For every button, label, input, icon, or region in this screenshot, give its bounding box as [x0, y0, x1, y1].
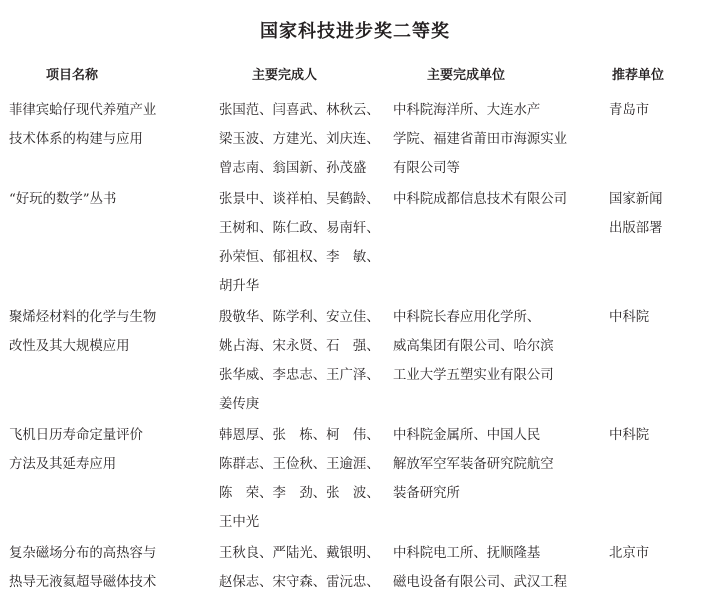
cell-line: 姜传庚: [219, 397, 260, 412]
cell-line: 王树和、陈仁政、易南轩、: [219, 221, 380, 236]
cell-line: 张华威、李忠志、王广泽、: [219, 368, 380, 383]
table-row: [0, 303, 710, 421]
cell-line: 姚占海、宋永贤、石 强、: [219, 339, 380, 354]
main-persons-cell: [219, 303, 387, 419]
cell-line: 有限公司等: [393, 161, 460, 176]
recommender-cell: [609, 185, 704, 243]
project-name-cell: [9, 96, 209, 154]
header-recommender: 推荐单位: [612, 68, 665, 83]
cell-line: 张景中、谈祥柏、吴鹤龄、: [219, 192, 380, 207]
cell-line: 中科院海洋所、大连水产: [393, 103, 541, 118]
cell-line: “好玩的数学”丛书: [9, 192, 117, 207]
cell-line: 国家新闻: [609, 192, 663, 207]
cell-line: 工业大学五塑实业有限公司: [393, 368, 554, 383]
cell-line: 飞机日历寿命定量评价: [9, 428, 143, 443]
main-units-cell: [393, 96, 598, 183]
cell-line: 胡升华: [219, 279, 260, 294]
main-persons-cell: [219, 185, 387, 301]
cell-line: 装备研究所: [393, 486, 460, 501]
main-units-cell: [393, 185, 598, 214]
cell-line: 曾志南、翁国新、孙茂盛: [219, 161, 367, 176]
cell-line: 王秋良、严陆光、戴银明、: [219, 546, 380, 561]
main-units-cell: [393, 303, 598, 390]
cell-line: 学院、福建省莆田市海源实业: [393, 132, 568, 147]
cell-line: 韩恩厚、张 栋、柯 伟、: [219, 428, 380, 443]
cell-line: 梁玉波、方建光、刘庆连、: [219, 132, 380, 147]
main-persons-cell: [219, 539, 387, 597]
project-name-cell: [9, 421, 209, 479]
cell-line: 赵保志、宋守森、雷沅忠、: [219, 575, 380, 590]
cell-line: 中科院金属所、中国人民: [393, 428, 541, 443]
project-name-cell: [9, 539, 209, 597]
cell-line: 聚烯烃材料的化学与生物: [9, 310, 157, 325]
cell-line: 复杂磁场分布的高热容与: [9, 546, 157, 561]
cell-line: 陈群志、王俭秋、王逾涯、: [219, 457, 380, 472]
table-row: [0, 539, 710, 599]
cell-line: 青岛市: [609, 103, 650, 118]
main-units-cell: [393, 539, 598, 597]
cell-line: 孙荣恒、郁祖权、李 敏、: [219, 250, 380, 265]
main-persons-cell: [219, 96, 387, 183]
cell-line: 殷敬华、陈学利、安立佳、: [219, 310, 380, 325]
recommender-cell: [609, 303, 704, 332]
table-row: [0, 96, 710, 185]
award-table: [0, 96, 710, 599]
page-title: 国家科技进步奖二等奖: [260, 21, 450, 42]
cell-line: 中科院成都信息技术有限公司: [393, 192, 568, 207]
cell-line: 中科院电工所、抚顺隆基: [393, 546, 541, 561]
cell-line: 威高集团有限公司、哈尔滨: [393, 339, 554, 354]
cell-line: 北京市: [609, 546, 650, 561]
header-main-units: 主要完成单位: [427, 68, 506, 83]
cell-line: 张国范、闫喜武、林秋云、: [219, 103, 380, 118]
cell-line: 方法及其延寿应用: [9, 457, 117, 472]
table-header: [0, 64, 710, 88]
cell-line: 中科院: [609, 428, 650, 443]
table-row: [0, 421, 710, 539]
cell-line: 菲律宾蛤仔现代养殖产业: [9, 103, 157, 118]
recommender-cell: [609, 539, 704, 568]
cell-line: 磁电设备有限公司、武汉工程: [393, 575, 568, 590]
cell-line: 解放军空军装备研究院航空: [393, 457, 554, 472]
recommender-cell: [609, 421, 704, 450]
cell-line: 改性及其大规模应用: [9, 339, 130, 354]
recommender-cell: [609, 96, 704, 125]
table-row: [0, 185, 710, 303]
header-main-persons: 主要完成人: [252, 68, 318, 83]
cell-line: 中科院长春应用化学所、: [393, 310, 541, 325]
cell-line: 技术体系的构建与应用: [9, 132, 143, 147]
main-persons-cell: [219, 421, 387, 537]
cell-line: 王中光: [219, 515, 260, 530]
cell-line: 出版部署: [609, 221, 663, 236]
cell-line: 热导无液氦超导磁体技术: [9, 575, 157, 590]
cell-line: 中科院: [609, 310, 650, 325]
project-name-cell: [9, 303, 209, 361]
project-name-cell: [9, 185, 209, 214]
main-units-cell: [393, 421, 598, 508]
header-project-name: 项目名称: [46, 68, 99, 83]
cell-line: 陈 荣、李 劲、张 波、: [219, 486, 380, 501]
